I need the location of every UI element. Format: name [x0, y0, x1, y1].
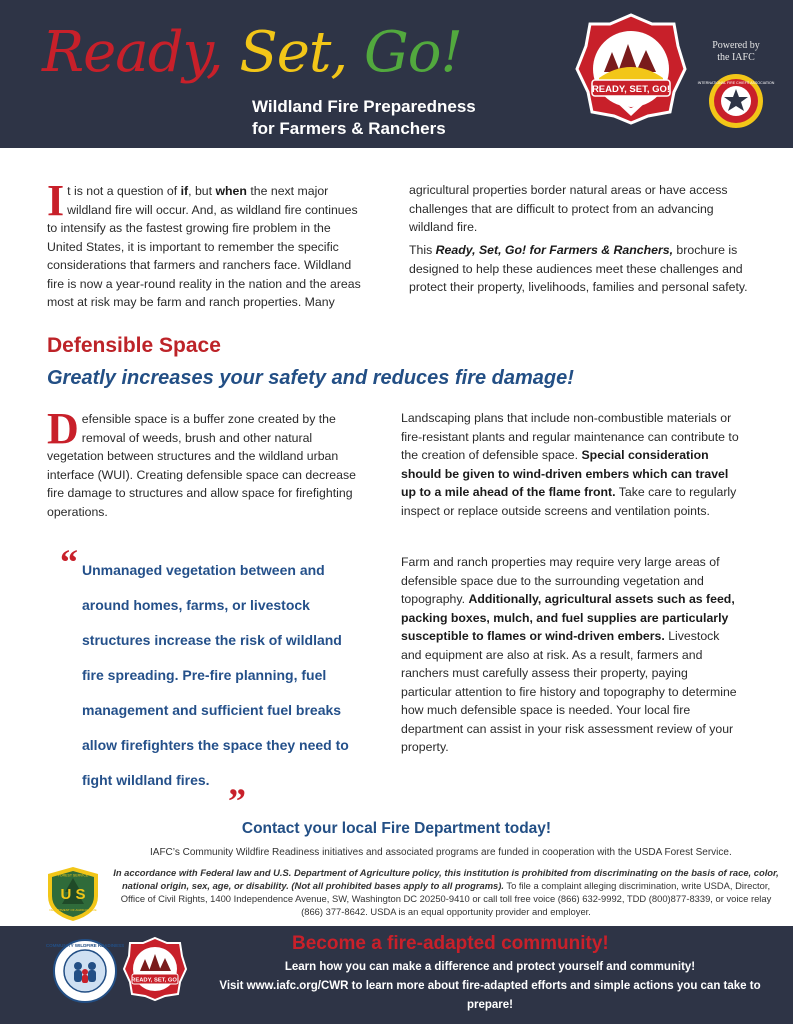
brand-go: Go! [363, 20, 462, 85]
document-subtitle [252, 96, 476, 140]
pull-quote-text: Unmanaged vegetation between and around homes, farms, or livestock structures increase the risk of wildland fire spreading. Pre-fire planning, fuel management and sufficient fuel breaks allow firefighters the space they need to fight wildland fires. [82, 562, 349, 788]
legal-emphasis: In accordance with Federal law and U.S. Department of Agriculture policy, this institution is prohibited from discriminating on the basis of race, color, national origin, sex, age, or disability. (Not all prohibited bases apply to all programs). [113, 867, 779, 891]
section-text-part: Livestock and equipment are also at risk. As a result, farmers and ranchers must carefully assess their property, paying particular attention to fire history and topography to determine how much defensible space is needed. Your local fire department can assist in your risk assessment review of your property. [401, 629, 737, 754]
rsg-footer-logo-text: READY, SET, GO! [131, 977, 179, 984]
forest-service-shield-icon [46, 866, 100, 922]
footer-line-2: Visit www.iafc.org/CWR to learn more about fire-adapted efforts and simple actions you can take to prepare! [219, 980, 761, 1011]
intro-text-part: This [409, 243, 436, 257]
footer-message [196, 958, 784, 1015]
intro-dropcap: I [47, 176, 65, 225]
close-quote-mark: ” [228, 781, 246, 821]
iafc-logo [697, 73, 775, 129]
iafc-logo-text: INTERNATIONAL FIRE CHIEFS ASSOCIATION [697, 81, 775, 85]
intro-right-paragraph-1: agricultural properties border natural areas or have access challenges that are difficult to protect from an advancing wildland fire. [409, 183, 728, 234]
contact-fire-department-cta: Contact your local Fire Department today! [241, 820, 552, 837]
community-wildfire-readiness-logo [45, 938, 125, 1004]
intro-text-part: brochure is designed to help these audiences meet these challenges and protect their property, livelihoods, families and personal safety. [409, 243, 748, 294]
funding-statement: IAFC’s Community Wildfire Readiness initiatives and associated programs are funded in cooperation with the USDA Forest Service. [150, 847, 732, 858]
brand-ready: Ready, [42, 20, 223, 85]
ready-set-go-footer-logo [122, 936, 188, 1002]
section-text-part: efensible space is a buffer zone created by the removal of weeds, brush and other natural vegetation between structures and the wildland urban interface (WUI). Creating defensible space can decrease fire damage to structures and allow space for firefighting operations. [47, 412, 356, 519]
section-tagline: Greatly increases your safety and reduces fire damage! [47, 367, 574, 389]
section-text-part: Take care to regularly inspect or replace outside screens and ventilation points. [401, 485, 737, 518]
assets-warning: Additionally, agricultural assets such as feed, packing boxes, mulch, and fuel supplies are particularly susceptible to flames or wind-driven embers. [401, 592, 735, 643]
intro-text-part: t is not a question of [67, 184, 181, 198]
intro-text-part: the next major wildland fire will occur. And, as wildland fire continues to intensify as the fastest growing fire problem in the United States, it is important to remember the specific considerations that farmers and ranchers face. Wildland fire is now a year-round reality in the nation and the areas most at risk may be farm and ranch properties. Many [47, 184, 361, 309]
section-dropcap: D [47, 404, 79, 453]
rsg-logo-text: READY, SET, GO! [591, 84, 671, 95]
section-heading: Defensible Space [47, 334, 221, 357]
shield-mid-text: U S [60, 886, 86, 903]
footer-line-1: Learn how you can make a difference and protect yourself and community! [284, 961, 696, 973]
usda-nondiscrimination-statement [110, 866, 782, 918]
landscaping-paragraph [401, 409, 741, 520]
farm-ranch-paragraph [401, 553, 741, 757]
defensible-space-paragraph [47, 404, 369, 521]
subtitle-line-2: for Farmers & Ranchers [252, 119, 446, 138]
brochure-title: Ready, Set, Go! for Farmers & Ranchers, [435, 243, 674, 257]
open-quote-mark: “ [60, 542, 78, 582]
brand-logotype [42, 18, 462, 88]
pull-quote [82, 553, 357, 798]
intro-text-part: , but [188, 184, 216, 198]
intro-left-paragraph [47, 176, 369, 312]
legal-text: To file a complaint alleging discrimination, write USDA, Director, Office of Civil Rights, 1400 Independence Avenue, SW, Washington DC 20250-9410 or call toll free voice (866) 632-9992, TDD (800)877-8339, or voice relay (866) 377-8642. USDA is an equal opportunity provider and employer. [120, 880, 772, 917]
section-text-part: Landscaping plans that include non-combustible materials or fire-resistant plants and regular maintenance can contribute to the creation of defensible space. [401, 411, 739, 462]
intro-emphasis-if: if [180, 184, 189, 198]
cwr-logo-text: COMMUNITY WILDFIRE READINESS [45, 943, 125, 948]
section-text-part: Farm and ranch properties may require very large areas of defensible space due to the surrounding vegetation and topography. [401, 555, 720, 606]
footer-headline: Become a fire-adapted community! [292, 933, 609, 954]
subtitle-line-1: Wildland Fire Preparedness [252, 97, 476, 116]
intro-right-paragraph-2 [409, 241, 754, 297]
ember-warning: Special consideration should be given to wind-driven embers which can travel up to a mile ahead of the flame front. [401, 448, 729, 499]
shield-top-text: FOREST SERVICE [57, 873, 89, 878]
shield-bottom-text: DEPARTMENT OF AGRICULTURE [49, 908, 97, 912]
brand-set: Set, [239, 20, 348, 85]
ready-set-go-logo [574, 12, 688, 126]
powered-by-label: Powered by the IAFC [712, 40, 760, 63]
intro-emphasis-when: when [215, 184, 247, 198]
